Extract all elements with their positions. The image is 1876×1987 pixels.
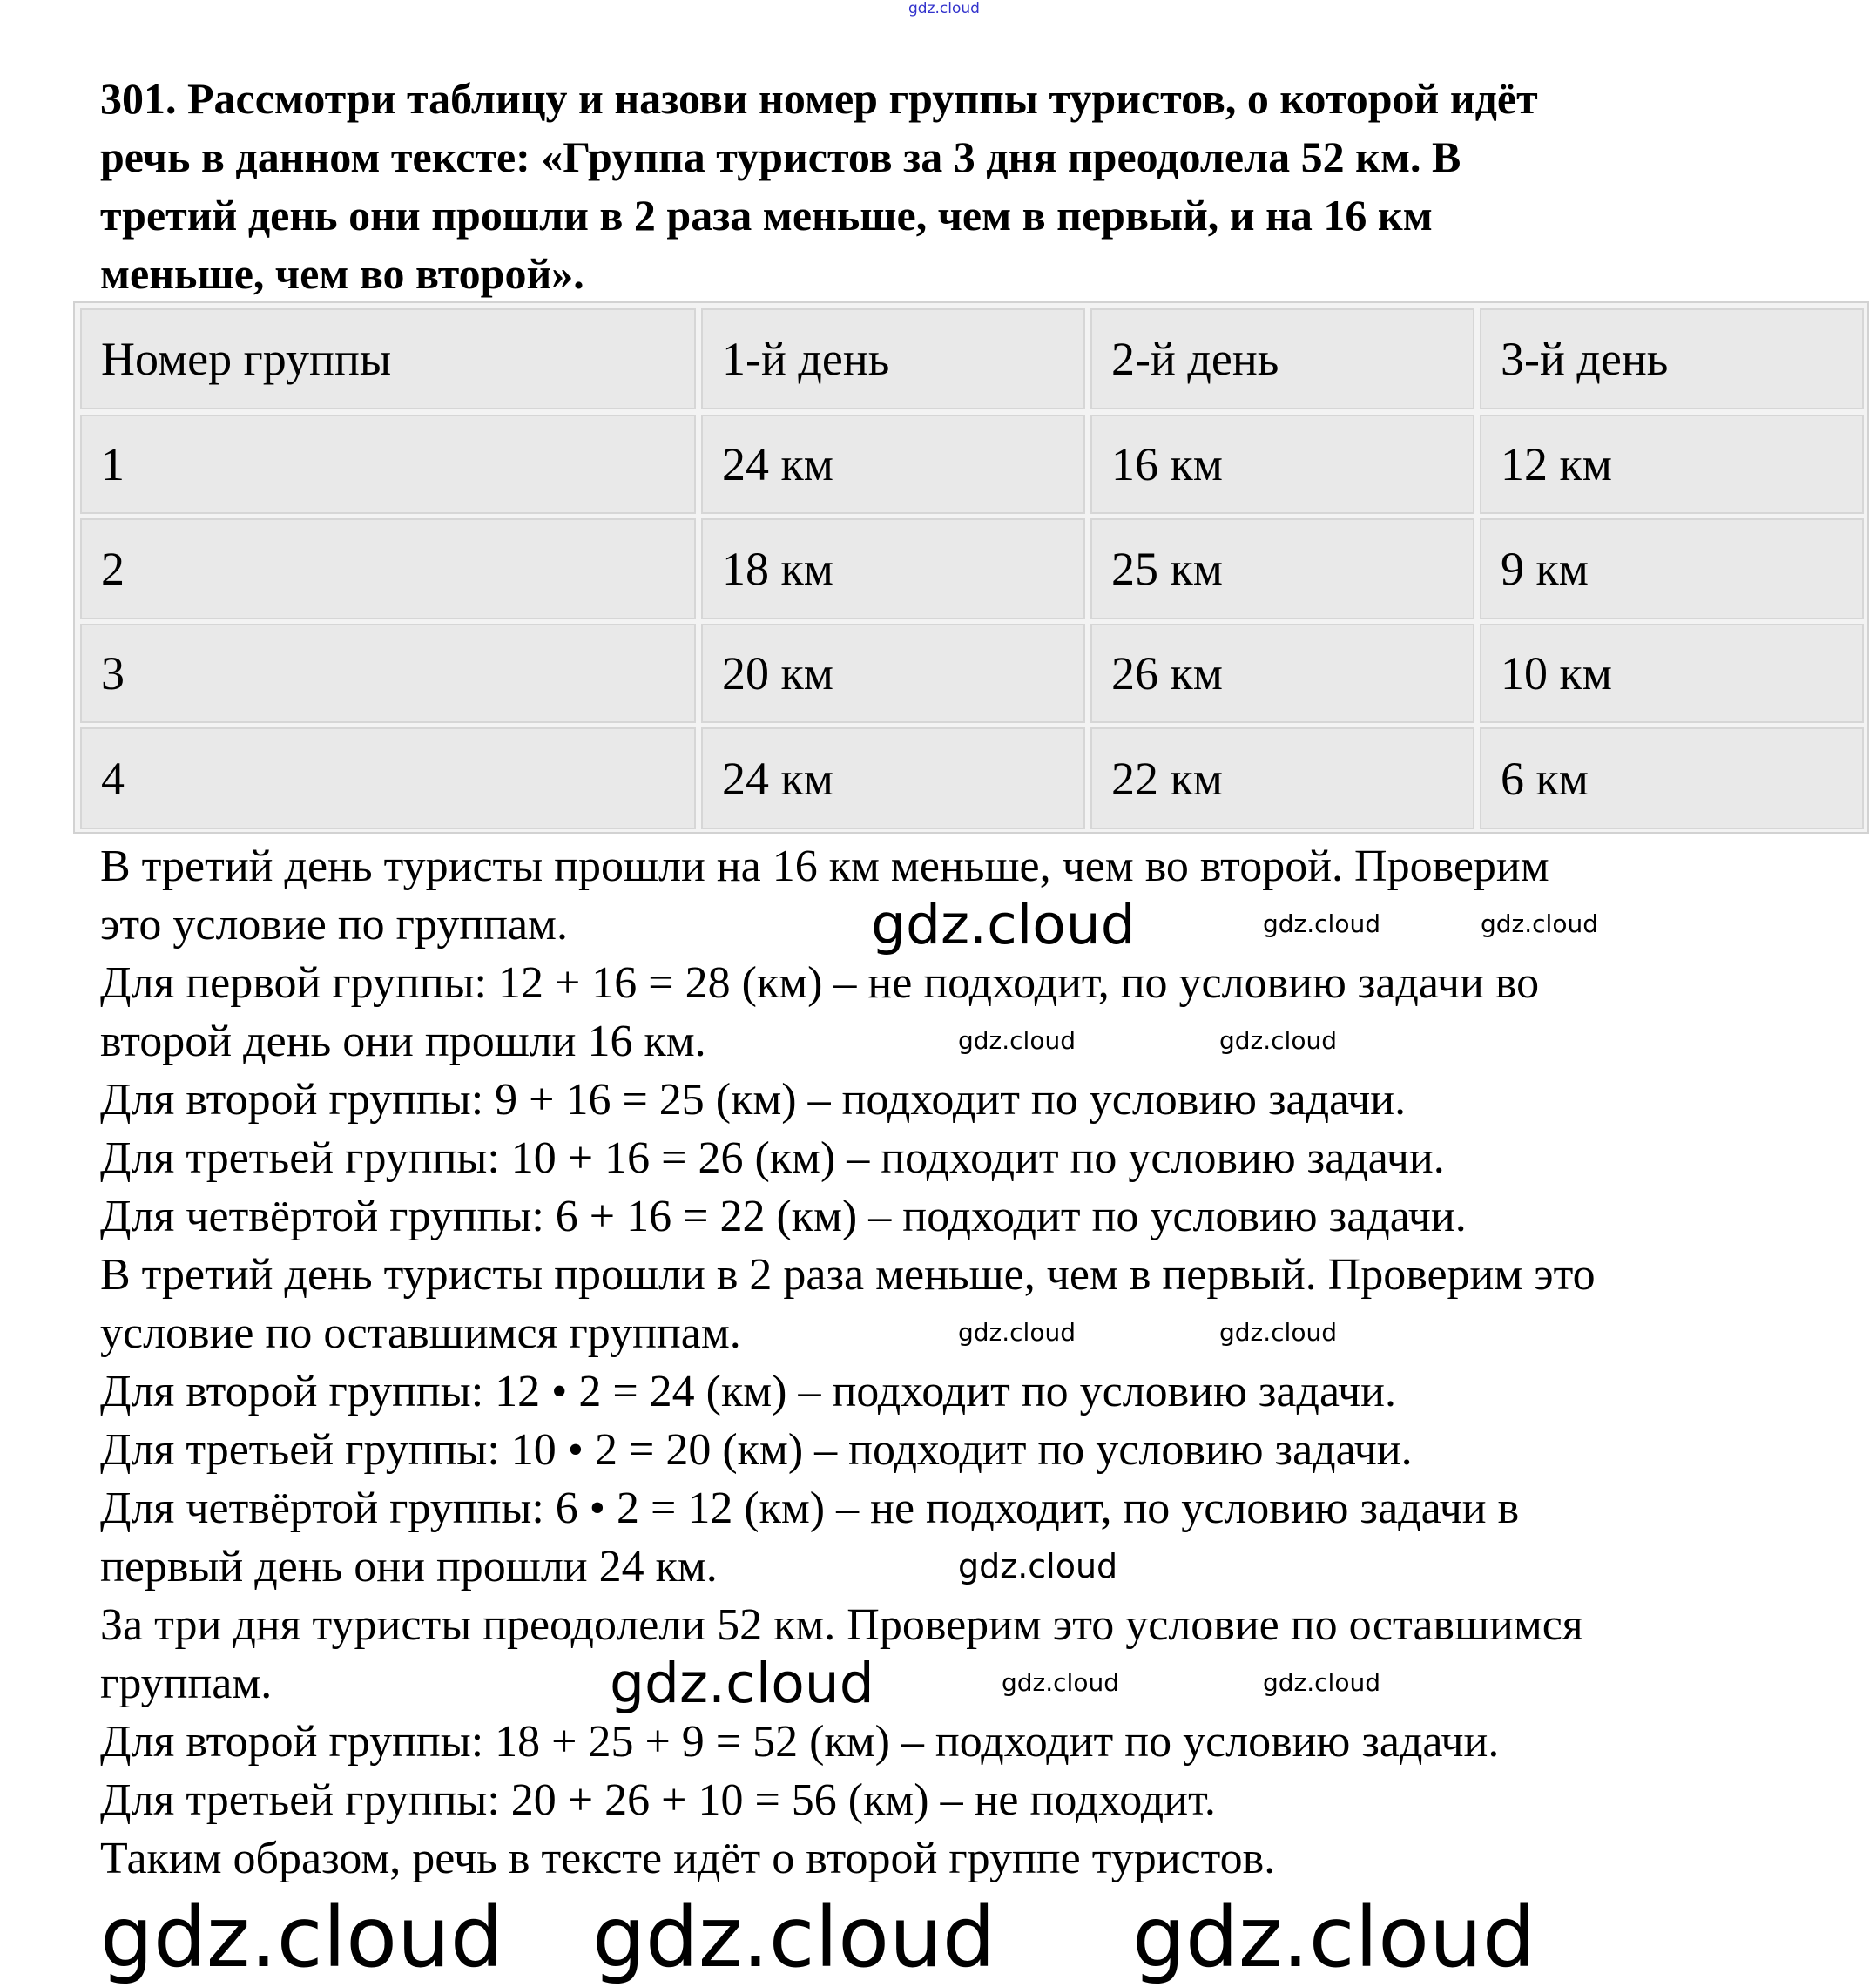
watermark: gdz.cloud bbox=[958, 1318, 1076, 1347]
watermark: gdz.cloud bbox=[958, 1547, 1118, 1585]
solution-line: Для четвёртой группы: 6 + 16 = 22 (км) – подходит по условию задачи. bbox=[100, 1192, 1467, 1241]
watermark: gdz.cloud bbox=[1002, 1668, 1119, 1697]
table-header-cell: 3-й день bbox=[1480, 308, 1864, 409]
solution-line: второй день они прошли 16 км. bbox=[100, 1017, 706, 1066]
table-cell: 20 км bbox=[701, 624, 1085, 723]
table-cell: 1 bbox=[80, 415, 696, 514]
table-header-cell: 1-й день bbox=[701, 308, 1085, 409]
solution-line: За три дня туристы преодолели 52 км. Проверим это условие по оставшимся bbox=[100, 1600, 1583, 1650]
solution-line: Для первой группы: 12 + 16 = 28 (км) – не подходит, по условию задачи во bbox=[100, 958, 1540, 1008]
table-cell: 4 bbox=[80, 727, 696, 829]
solution-line: Таким образом, речь в тексте идёт о второй группе туристов. bbox=[100, 1834, 1276, 1883]
table-cell: 6 км bbox=[1480, 727, 1864, 829]
solution-line: Для второй группы: 18 + 25 + 9 = 52 (км) – подходит по условию задачи. bbox=[100, 1717, 1500, 1767]
solution-text bbox=[100, 837, 1596, 1888]
solution-line: Для третьей группы: 10 + 16 = 26 (км) – подходит по условию задачи. bbox=[100, 1133, 1445, 1183]
table-cell: 12 км bbox=[1480, 415, 1864, 514]
problem-statement bbox=[100, 70, 1859, 303]
watermark: gdz.cloud bbox=[610, 1652, 874, 1715]
solution-line: группам. bbox=[100, 1659, 273, 1708]
solution-line: В третий день туристы прошли в 2 раза меньше, чем в первый. Проверим это bbox=[100, 1250, 1596, 1300]
problem-line: меньше, чем во второй». bbox=[100, 249, 584, 298]
problem-line: третий день они прошли в 2 раза меньше, чем в первый, и на 16 км bbox=[100, 191, 1433, 240]
solution-line: Для третьей группы: 10 • 2 = 20 (км) – подходит по условию задачи. bbox=[100, 1425, 1413, 1475]
watermark: gdz.cloud bbox=[1263, 909, 1380, 938]
table-header-cell: 2-й день bbox=[1090, 308, 1474, 409]
table-cell: 18 км bbox=[701, 518, 1085, 619]
solution-line: Для второй группы: 12 • 2 = 24 (км) – подходит по условию задачи. bbox=[100, 1367, 1396, 1416]
table-cell: 10 км bbox=[1480, 624, 1864, 723]
watermark: gdz.cloud bbox=[100, 1889, 503, 1986]
watermark: gdz.cloud bbox=[592, 1889, 995, 1986]
solution-line: Для второй группы: 9 + 16 = 25 (км) – подходит по условию задачи. bbox=[100, 1075, 1407, 1125]
solution-line: В третий день туристы прошли на 16 км меньше, чем во второй. Проверим bbox=[100, 841, 1549, 891]
watermark: gdz.cloud bbox=[1481, 909, 1598, 938]
table-cell: 22 км bbox=[1090, 727, 1474, 829]
table-cell: 25 км bbox=[1090, 518, 1474, 619]
watermark: gdz.cloud bbox=[958, 1026, 1076, 1055]
watermark: gdz.cloud bbox=[871, 893, 1136, 956]
table-cell: 24 км bbox=[701, 415, 1085, 514]
table-cell: 24 км bbox=[701, 727, 1085, 829]
problem-line: речь в данном тексте: «Группа туристов за 3 дня преодолела 52 км. В bbox=[100, 132, 1461, 181]
solution-line: первый день они прошли 24 км. bbox=[100, 1542, 718, 1592]
solution-line: Для четвёртой группы: 6 • 2 = 12 (км) – не подходит, по условию задачи в bbox=[100, 1483, 1520, 1533]
watermark: gdz.cloud bbox=[1219, 1318, 1337, 1347]
groups-table bbox=[73, 301, 1869, 834]
table-cell: 9 км bbox=[1480, 518, 1864, 619]
watermark: gdz.cloud bbox=[1132, 1889, 1535, 1986]
solution-line: условие по оставшимся группам. bbox=[100, 1308, 741, 1358]
solution-line: это условие по группам. bbox=[100, 900, 568, 950]
table-header-cell: Номер группы bbox=[80, 308, 696, 409]
table-cell: 3 bbox=[80, 624, 696, 723]
table-cell: 2 bbox=[80, 518, 696, 619]
problem-line: 301. Рассмотри таблицу и назови номер группы туристов, о которой идёт bbox=[100, 74, 1538, 123]
watermark: gdz.cloud bbox=[908, 0, 980, 17]
table-cell: 26 км bbox=[1090, 624, 1474, 723]
table-cell: 16 км bbox=[1090, 415, 1474, 514]
watermark: gdz.cloud bbox=[1219, 1026, 1337, 1055]
watermark: gdz.cloud bbox=[1263, 1668, 1380, 1697]
solution-line: Для третьей группы: 20 + 26 + 10 = 56 (км) – не подходит. bbox=[100, 1775, 1216, 1825]
